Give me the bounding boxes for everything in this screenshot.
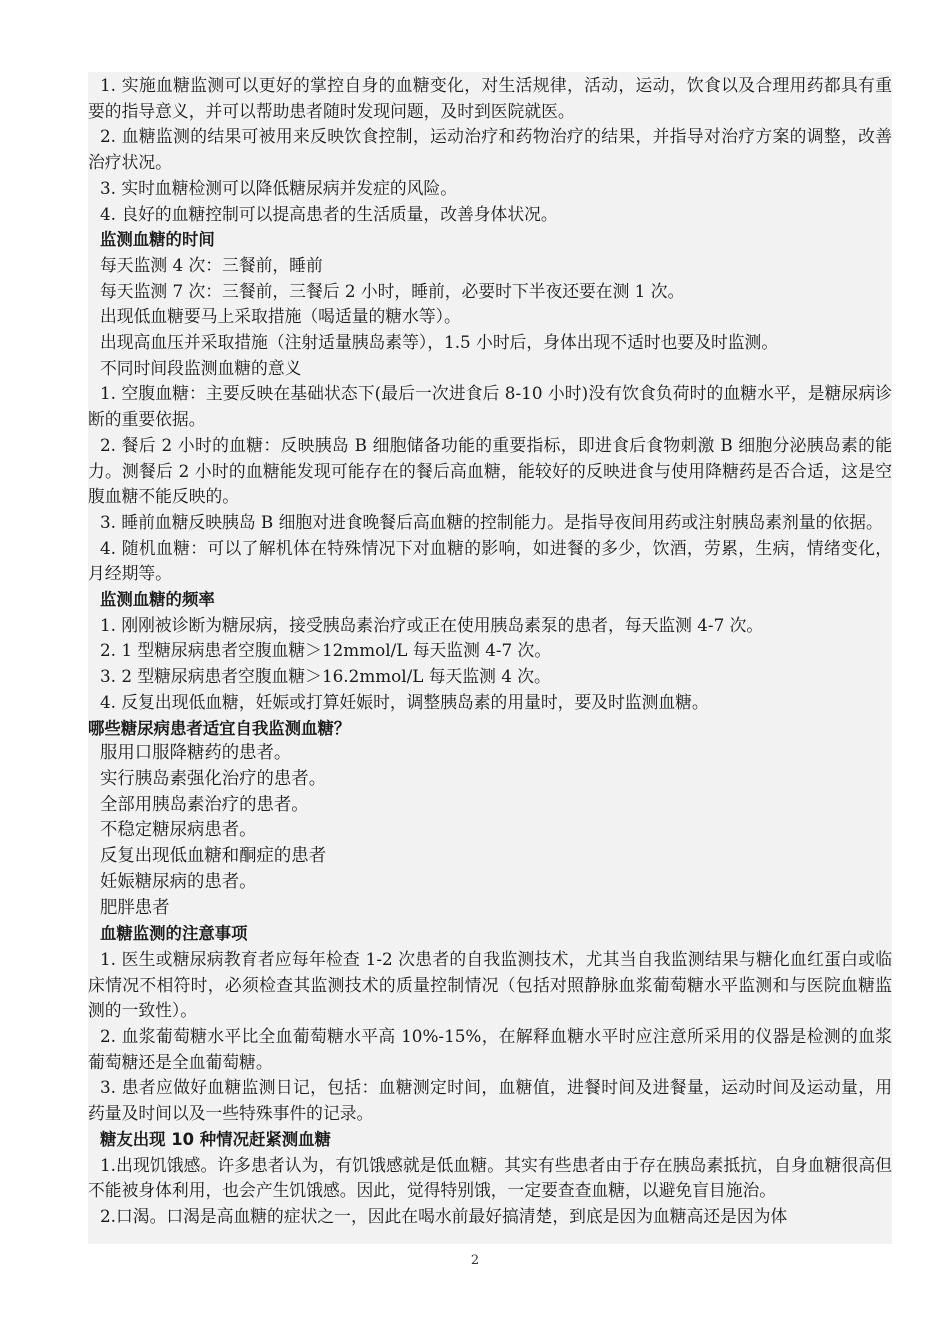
intro-paragraph: 1. 实施血糖监测可以更好的掌控自身的血糖变化，对生活规律，活动，运动，饮食以及合理用药都具有重要的指导意义，并可以帮助患者随时发现问题，及时到医院就医。: [88, 75, 892, 121]
document-body: [88, 73, 892, 1230]
timing-line: 出现高血压并采取措施（注射适量胰岛素等），1.5 小时后，身体出现不适时也要及时监测。: [100, 332, 779, 353]
intro-paragraph: 3. 实时血糖检测可以降低糖尿病并发症的风险。: [100, 177, 457, 198]
suitable-item: 肥胖患者: [100, 897, 170, 918]
suitable-item: 不稳定糖尿病患者。: [100, 820, 257, 841]
timing-line: 出现低血糖要马上采取措施（喝适量的糖水等）。: [100, 306, 461, 327]
section-heading-timing: 监测血糖的时间: [100, 230, 215, 250]
section-heading-frequency: 监测血糖的频率: [100, 590, 215, 610]
section-heading-suitable: 哪些糖尿病患者适宜自我监测血糖？: [88, 718, 351, 738]
page-number: 2: [470, 1253, 480, 1268]
timing-item: 1. 空腹血糖：主要反映在基础状态下(最后一次进食后 8-10 小时)没有饮食负荷时的血糖水平，是糖尿病诊断的重要依据。: [88, 383, 892, 430]
suitable-item: 全部用胰岛素治疗的患者。: [100, 794, 309, 815]
notes-item: 1. 医生或糖尿病教育者应每年检查 1-2 次患者的自我监测技术，尤其当自我监测结果与糖化血红蛋白或临床情况不相符时，必须检查其监测技术的质量控制情况（包括对照静脉血浆葡萄糖水平监测和与医院血糖监测的一致性）。: [88, 948, 892, 1021]
section-heading-notes: 血糖监测的注意事项: [100, 924, 248, 944]
suitable-item: 服用口服降糖药的患者。: [100, 743, 292, 764]
suitable-item: 妊娠糖尿病的患者。: [100, 871, 257, 892]
timing-item: 2. 餐后 2 小时的血糖：反映胰岛 B 细胞储备功能的重要指标，即进食后食物刺激 B 细胞分泌胰岛素的能力。测餐后 2 小时的血糖能发现可能存在的餐后高血糖，能较好的反映进食与使用降糖药是否合适，这是空腹血糖不能反映的。: [88, 434, 892, 507]
suitable-item: 实行胰岛素强化治疗的患者。: [100, 768, 327, 789]
suitable-item: 反复出现低血糖和酮症的患者: [100, 846, 327, 867]
timing-subheading: 不同时间段监测血糖的意义: [100, 357, 302, 378]
frequency-item: 4. 反复出现低血糖，妊娠或打算妊娠时，调整胰岛素的用量时，要及时监测血糖。: [100, 691, 709, 712]
frequency-item: 2. 1 型糖尿病患者空腹血糖＞12mmol/L 每天监测 4-7 次。: [100, 640, 552, 661]
timing-item: 4. 随机血糖：可以了解机体在特殊情况下对血糖的影响，如进餐的多少，饮酒，劳累，生病，情绪变化，月经期等。: [88, 537, 892, 584]
timing-item: 3. 睡前血糖反映胰岛 B 细胞对进食晚餐后高血糖的控制能力。是指导夜间用药或注射胰岛素剂量的依据。: [100, 511, 883, 532]
situations-item: 1.出现饥饿感。许多患者认为，有饥饿感就是低血糖。其实有些患者由于存在胰岛素抵抗，自身血糖很高但不能被身体利用，也会产生饥饿感。因此，觉得特别饿，一定要查查血糖，以避免盲目施治。: [88, 1154, 892, 1201]
situations-item: 2.口渴。口渴是高血糖的症状之一，因此在喝水前最好搞清楚，到底是因为血糖高还是因为体: [100, 1205, 788, 1226]
notes-item: 2. 血浆葡萄糖水平比全血葡萄糖水平高 10%-15%，在解释血糖水平时应注意所采用的仪器是检测的血浆葡萄糖还是全血葡萄糖。: [88, 1026, 892, 1072]
timing-line: 每天监测 7 次：三餐前，三餐后 2 小时，睡前，必要时下半夜还要在测 1 次。: [100, 280, 685, 301]
intro-paragraph: 2. 血糖监测的结果可被用来反映饮食控制，运动治疗和药物治疗的结果，并指导对治疗方案的调整，改善治疗状况。: [88, 126, 892, 173]
section-heading-situations: 糖友出现 10 种情况赶紧测血糖: [100, 1129, 331, 1149]
timing-line: 每天监测 4 次：三餐前，睡前: [100, 254, 323, 275]
frequency-item: 1. 刚刚被诊断为糖尿病，接受胰岛素治疗或正在使用胰岛素泵的患者，每天监测 4-7 次。: [100, 614, 764, 635]
notes-item: 3. 患者应做好血糖监测日记，包括：血糖测定时间，血糖值，进餐时间及进餐量，运动时间及运动量，用药量及时间以及一些特殊事件的记录。: [88, 1077, 892, 1124]
intro-paragraph: 4. 良好的血糖控制可以提高患者的生活质量，改善身体状况。: [100, 203, 558, 224]
frequency-item: 3. 2 型糖尿病患者空腹血糖＞16.2mmol/L 每天监测 4 次。: [100, 666, 551, 687]
